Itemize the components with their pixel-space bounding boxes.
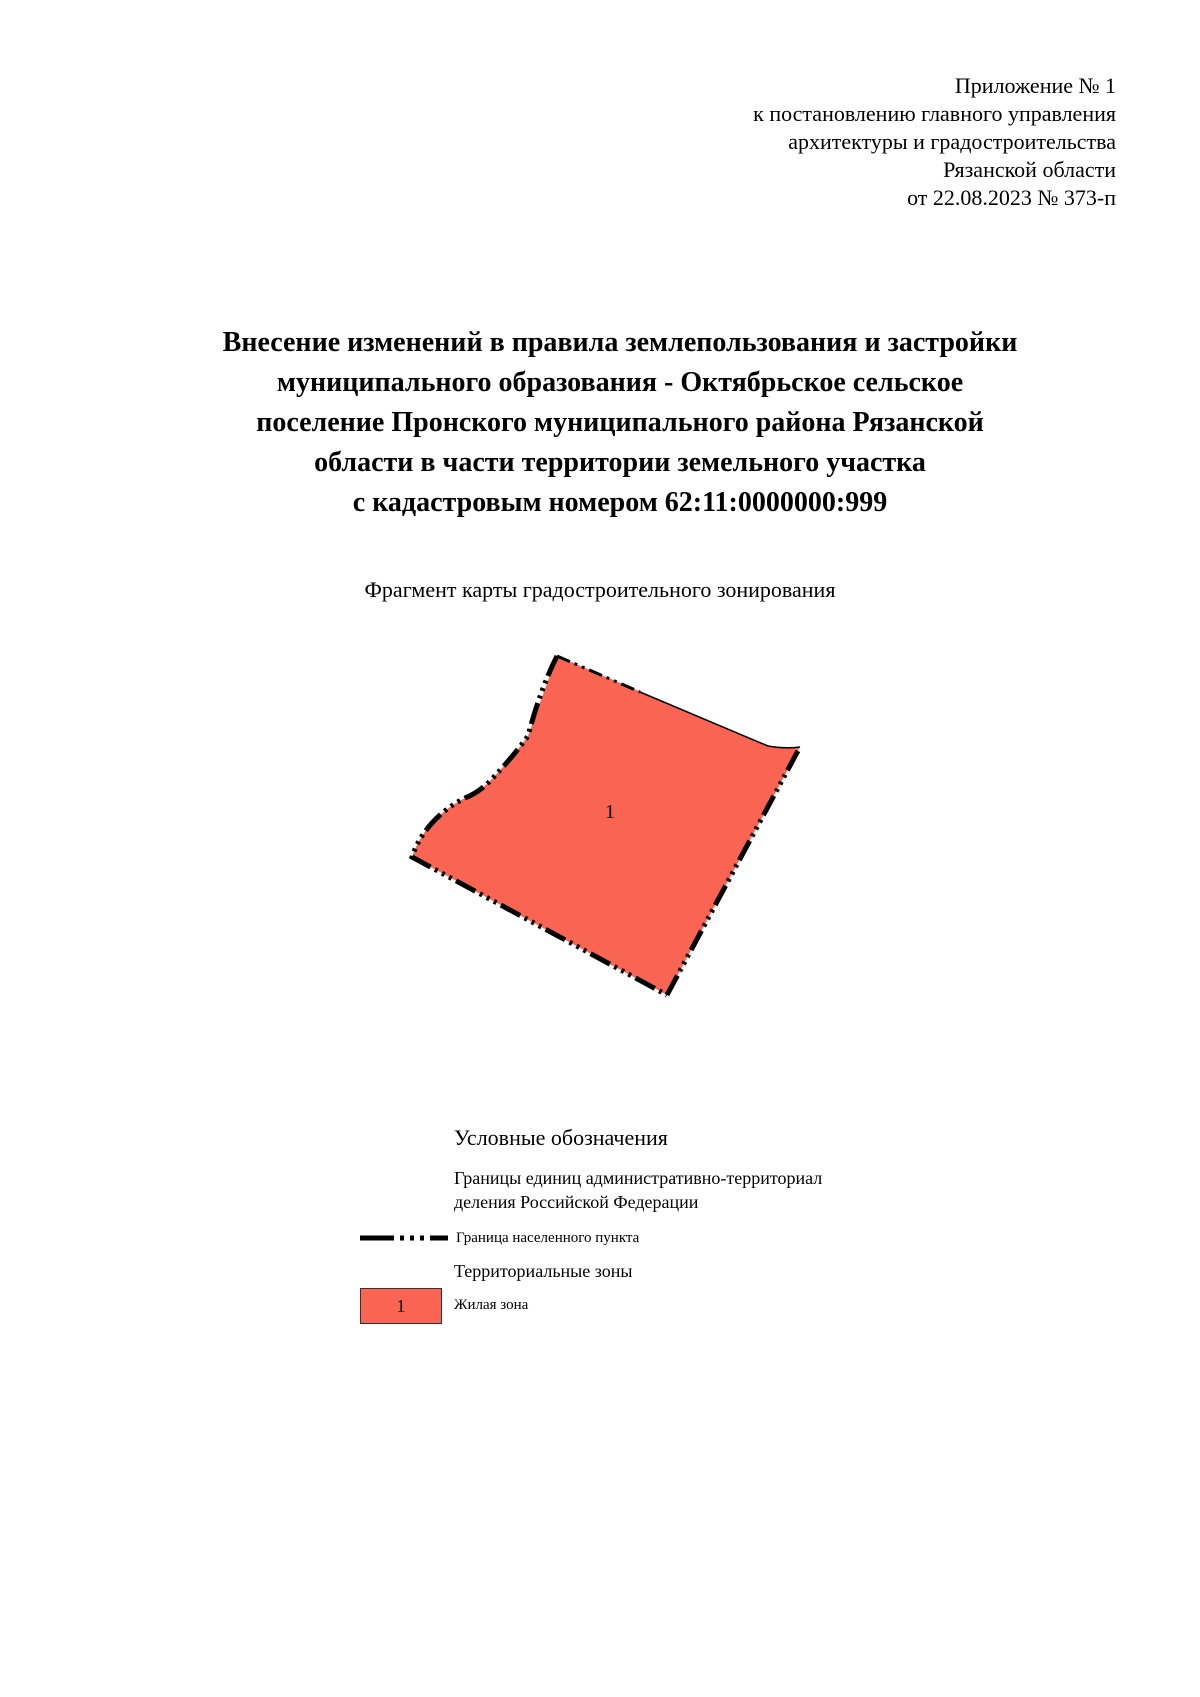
title-line-2: муниципального образования - Октябрьское сельское — [276, 367, 964, 398]
residential-zone-swatch — [360, 1288, 442, 1324]
settlement-boundary-symbol — [360, 1232, 448, 1244]
legend-admin-boundaries — [454, 1166, 894, 1214]
appendix-region-line: Рязанской области — [943, 157, 1116, 182]
zone-number-label: 1 — [605, 801, 615, 823]
appendix-number: Приложение № 1 — [954, 73, 1116, 98]
residential-zone-swatch-number: 1 — [396, 1296, 406, 1316]
residential-zone-label: Жилая зона — [454, 1297, 529, 1313]
title-line-4: области в части территории земельного участка — [314, 447, 926, 478]
territorial-zones-title: Территориальные зоны — [454, 1261, 633, 1281]
legend-admin-boundaries-line-2: деления Российской Федерации — [454, 1192, 699, 1212]
appendix-resolution-line: к постановлению главного управления — [753, 101, 1116, 126]
appendix-authority-line: архитектуры и градостроительства — [788, 129, 1116, 154]
title-line-1: Внесение изменений в правила землепользования и застройки — [222, 327, 1018, 358]
title-line-5: с кадастровым номером 62:11:0000000:999 — [352, 487, 888, 518]
appendix-date-number: от 22.08.2023 № 373-п — [907, 185, 1116, 210]
title-line-3: поселение Пронского муниципального района Рязанской — [256, 407, 984, 438]
residential-zone-polygon[interactable] — [412, 656, 800, 995]
appendix-header — [753, 72, 1116, 212]
legend-title: Условные обозначения — [454, 1125, 668, 1150]
settlement-boundary-label: Граница населенного пункта — [456, 1230, 640, 1246]
document-title — [90, 323, 1150, 523]
legend-admin-boundaries-line-1: Границы единиц административно-территориал — [454, 1168, 823, 1188]
map-caption: Фрагмент карты градостроительного зонирования — [364, 577, 836, 602]
